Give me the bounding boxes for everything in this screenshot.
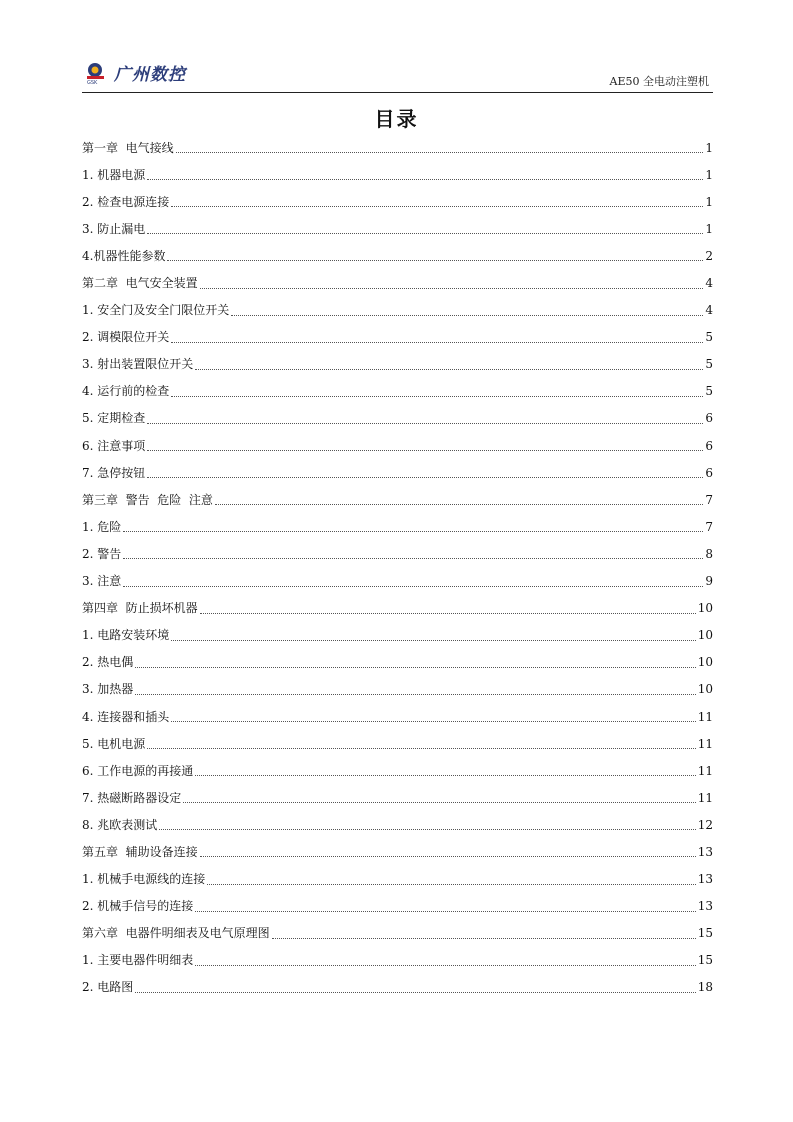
toc-dot-leader [200, 855, 696, 857]
toc-entry-label: 2. 警告 [82, 546, 122, 561]
toc-entry-page: 7 [705, 519, 713, 534]
toc-entry-label: 5. 电机电源 [82, 736, 146, 751]
toc-entry[interactable] [82, 432, 713, 459]
toc-dot-leader [195, 910, 695, 912]
toc-entry[interactable] [82, 188, 713, 215]
toc-dot-leader [171, 395, 703, 397]
toc-dot-leader [215, 503, 703, 505]
toc-entry[interactable] [82, 676, 713, 703]
toc-entry[interactable] [82, 459, 713, 486]
toc-entry-page: 11 [697, 709, 713, 724]
toc-dot-leader [272, 937, 696, 939]
toc-entry[interactable] [82, 161, 713, 188]
toc-entry[interactable] [82, 513, 713, 540]
toc-dot-leader [195, 368, 703, 370]
toc-dot-leader [147, 476, 703, 478]
toc-entry[interactable] [82, 838, 713, 865]
toc-entry-page: 1 [705, 140, 713, 155]
toc-entry[interactable] [82, 595, 713, 622]
toc-entry[interactable] [82, 784, 713, 811]
toc-dot-leader [147, 232, 703, 234]
toc-entry-label: 第一章 电气接线 [82, 140, 174, 155]
toc-entry-page: 6 [705, 411, 713, 426]
toc-entry-page: 10 [697, 628, 713, 643]
toc-dot-leader [147, 449, 703, 451]
toc-entry-page: 13 [697, 844, 713, 859]
toc-entry-label: 1. 机械手电源线的连接 [82, 872, 206, 887]
toc-entry-label: 第四章 防止损坏机器 [82, 601, 198, 616]
toc-entry[interactable] [82, 351, 713, 378]
toc-entry[interactable] [82, 622, 713, 649]
toc-entry[interactable] [82, 405, 713, 432]
toc-entry[interactable] [82, 378, 713, 405]
toc-entry-label: 6. 注意事项 [82, 438, 146, 453]
toc-entry-page: 18 [697, 980, 713, 995]
toc-entry-label: 4. 运行前的检查 [82, 384, 170, 399]
toc-title: 目录 [374, 107, 419, 131]
page-header [82, 58, 713, 93]
company-logo [84, 60, 186, 85]
toc-entry-label: 1. 电路安装环境 [82, 628, 170, 643]
toc-dot-leader [231, 314, 703, 316]
toc-dot-leader [195, 964, 695, 966]
toc-entry-label: 3. 射出装置限位开关 [82, 357, 194, 372]
toc-entry-label: 3. 加热器 [82, 682, 134, 697]
toc-entry[interactable] [82, 811, 713, 838]
toc-entry[interactable] [82, 242, 713, 269]
toc-dot-leader [123, 530, 703, 532]
toc-dot-leader [147, 422, 703, 424]
gsk-logo-icon [84, 61, 110, 85]
toc-entry-label: 7. 热磁断路器设定 [82, 790, 182, 805]
toc-entry-page: 15 [697, 953, 713, 968]
toc-entry[interactable] [82, 486, 713, 513]
toc-entry[interactable] [82, 730, 713, 757]
table-of-contents [82, 134, 713, 1001]
toc-dot-leader [195, 774, 695, 776]
logo-small-text: GSK [87, 79, 98, 85]
toc-entry-page: 5 [705, 384, 713, 399]
toc-dot-leader [159, 828, 695, 830]
toc-dot-leader [200, 612, 696, 614]
toc-dot-leader [171, 720, 695, 722]
toc-entry-label: 5. 定期检查 [82, 411, 146, 426]
toc-entry-label: 2. 电路图 [82, 980, 134, 995]
toc-dot-leader [171, 639, 695, 641]
toc-entry-page: 9 [705, 574, 713, 589]
toc-entry-label: 2. 机械手信号的连接 [82, 899, 194, 914]
toc-dot-leader [135, 666, 695, 668]
toc-entry-page: 15 [697, 926, 713, 941]
toc-entry-page: 2 [705, 248, 713, 263]
toc-entry-page: 5 [705, 330, 713, 345]
toc-entry-label: 1. 主要电器件明细表 [82, 953, 194, 968]
toc-dot-leader [200, 287, 703, 289]
toc-entry-label: 8. 兆欧表测试 [82, 817, 158, 832]
toc-entry[interactable] [82, 893, 713, 920]
toc-entry-label: 第二章 电气安全装置 [82, 276, 198, 291]
toc-entry-page: 10 [697, 601, 713, 616]
toc-entry-label: 第六章 电器件明细表及电气原理图 [82, 926, 270, 941]
toc-entry-page: 10 [697, 682, 713, 697]
logo-text: 广州数控 [114, 65, 186, 85]
toc-entry-label: 2. 热电偶 [82, 655, 134, 670]
toc-entry-page: 1 [705, 221, 713, 236]
toc-entry[interactable] [82, 568, 713, 595]
toc-entry-page: 1 [705, 194, 713, 209]
toc-entry-label: 1. 机器电源 [82, 167, 146, 182]
toc-dot-leader [176, 151, 703, 153]
toc-entry-page: 6 [705, 465, 713, 480]
toc-entry-label: 第三章 警告 危险 注意 [82, 492, 213, 507]
toc-entry-page: 7 [705, 492, 713, 507]
toc-entry-page: 11 [697, 736, 713, 751]
toc-entry[interactable] [82, 947, 713, 974]
document-name: AE50 全电动注塑机 [609, 75, 709, 88]
toc-entry-label: 4. 连接器和插头 [82, 709, 170, 724]
toc-entry-page: 13 [697, 872, 713, 887]
toc-entry[interactable] [82, 703, 713, 730]
toc-dot-leader [123, 585, 703, 587]
toc-dot-leader [123, 557, 703, 559]
toc-entry-page: 6 [705, 438, 713, 453]
toc-entry[interactable] [82, 324, 713, 351]
toc-dot-leader [147, 747, 695, 749]
toc-dot-leader [207, 883, 695, 885]
toc-entry[interactable] [82, 215, 713, 242]
toc-entry-label: 1. 危险 [82, 519, 122, 534]
toc-dot-leader [147, 178, 703, 180]
toc-entry-page: 12 [697, 817, 713, 832]
toc-dot-leader [171, 341, 703, 343]
toc-entry[interactable] [82, 920, 713, 947]
toc-entry-page: 10 [697, 655, 713, 670]
toc-dot-leader [183, 801, 695, 803]
toc-entry[interactable] [82, 540, 713, 567]
toc-entry-label: 1. 安全门及安全门限位开关 [82, 303, 230, 318]
toc-entry-page: 1 [705, 167, 713, 182]
toc-entry-page: 5 [705, 357, 713, 372]
toc-entry-label: 3. 注意 [82, 574, 122, 589]
toc-entry[interactable] [82, 134, 713, 161]
toc-entry-page: 4 [705, 303, 713, 318]
toc-entry-label: 3. 防止漏电 [82, 221, 146, 236]
toc-dot-leader [135, 991, 695, 993]
toc-entry-label: 2. 调模限位开关 [82, 330, 170, 345]
toc-entry-page: 8 [705, 546, 713, 561]
toc-entry-label: 2. 检查电源连接 [82, 194, 170, 209]
toc-entry-page: 11 [697, 763, 713, 778]
toc-entry[interactable] [82, 757, 713, 784]
toc-entry[interactable] [82, 974, 713, 1001]
toc-entry[interactable] [82, 297, 713, 324]
toc-entry[interactable] [82, 649, 713, 676]
toc-entry-label: 第五章 辅助设备连接 [82, 844, 198, 859]
toc-entry-label: 6. 工作电源的再接通 [82, 763, 194, 778]
toc-dot-leader [167, 259, 703, 261]
toc-entry-label: 4.机器性能参数 [82, 248, 166, 263]
toc-entry-page: 13 [697, 899, 713, 914]
toc-entry[interactable] [82, 269, 713, 296]
toc-dot-leader [135, 693, 695, 695]
toc-entry[interactable] [82, 866, 713, 893]
toc-entry-page: 4 [705, 276, 713, 291]
toc-dot-leader [171, 205, 703, 207]
toc-entry-page: 11 [697, 790, 713, 805]
toc-entry-label: 7. 急停按钮 [82, 465, 146, 480]
